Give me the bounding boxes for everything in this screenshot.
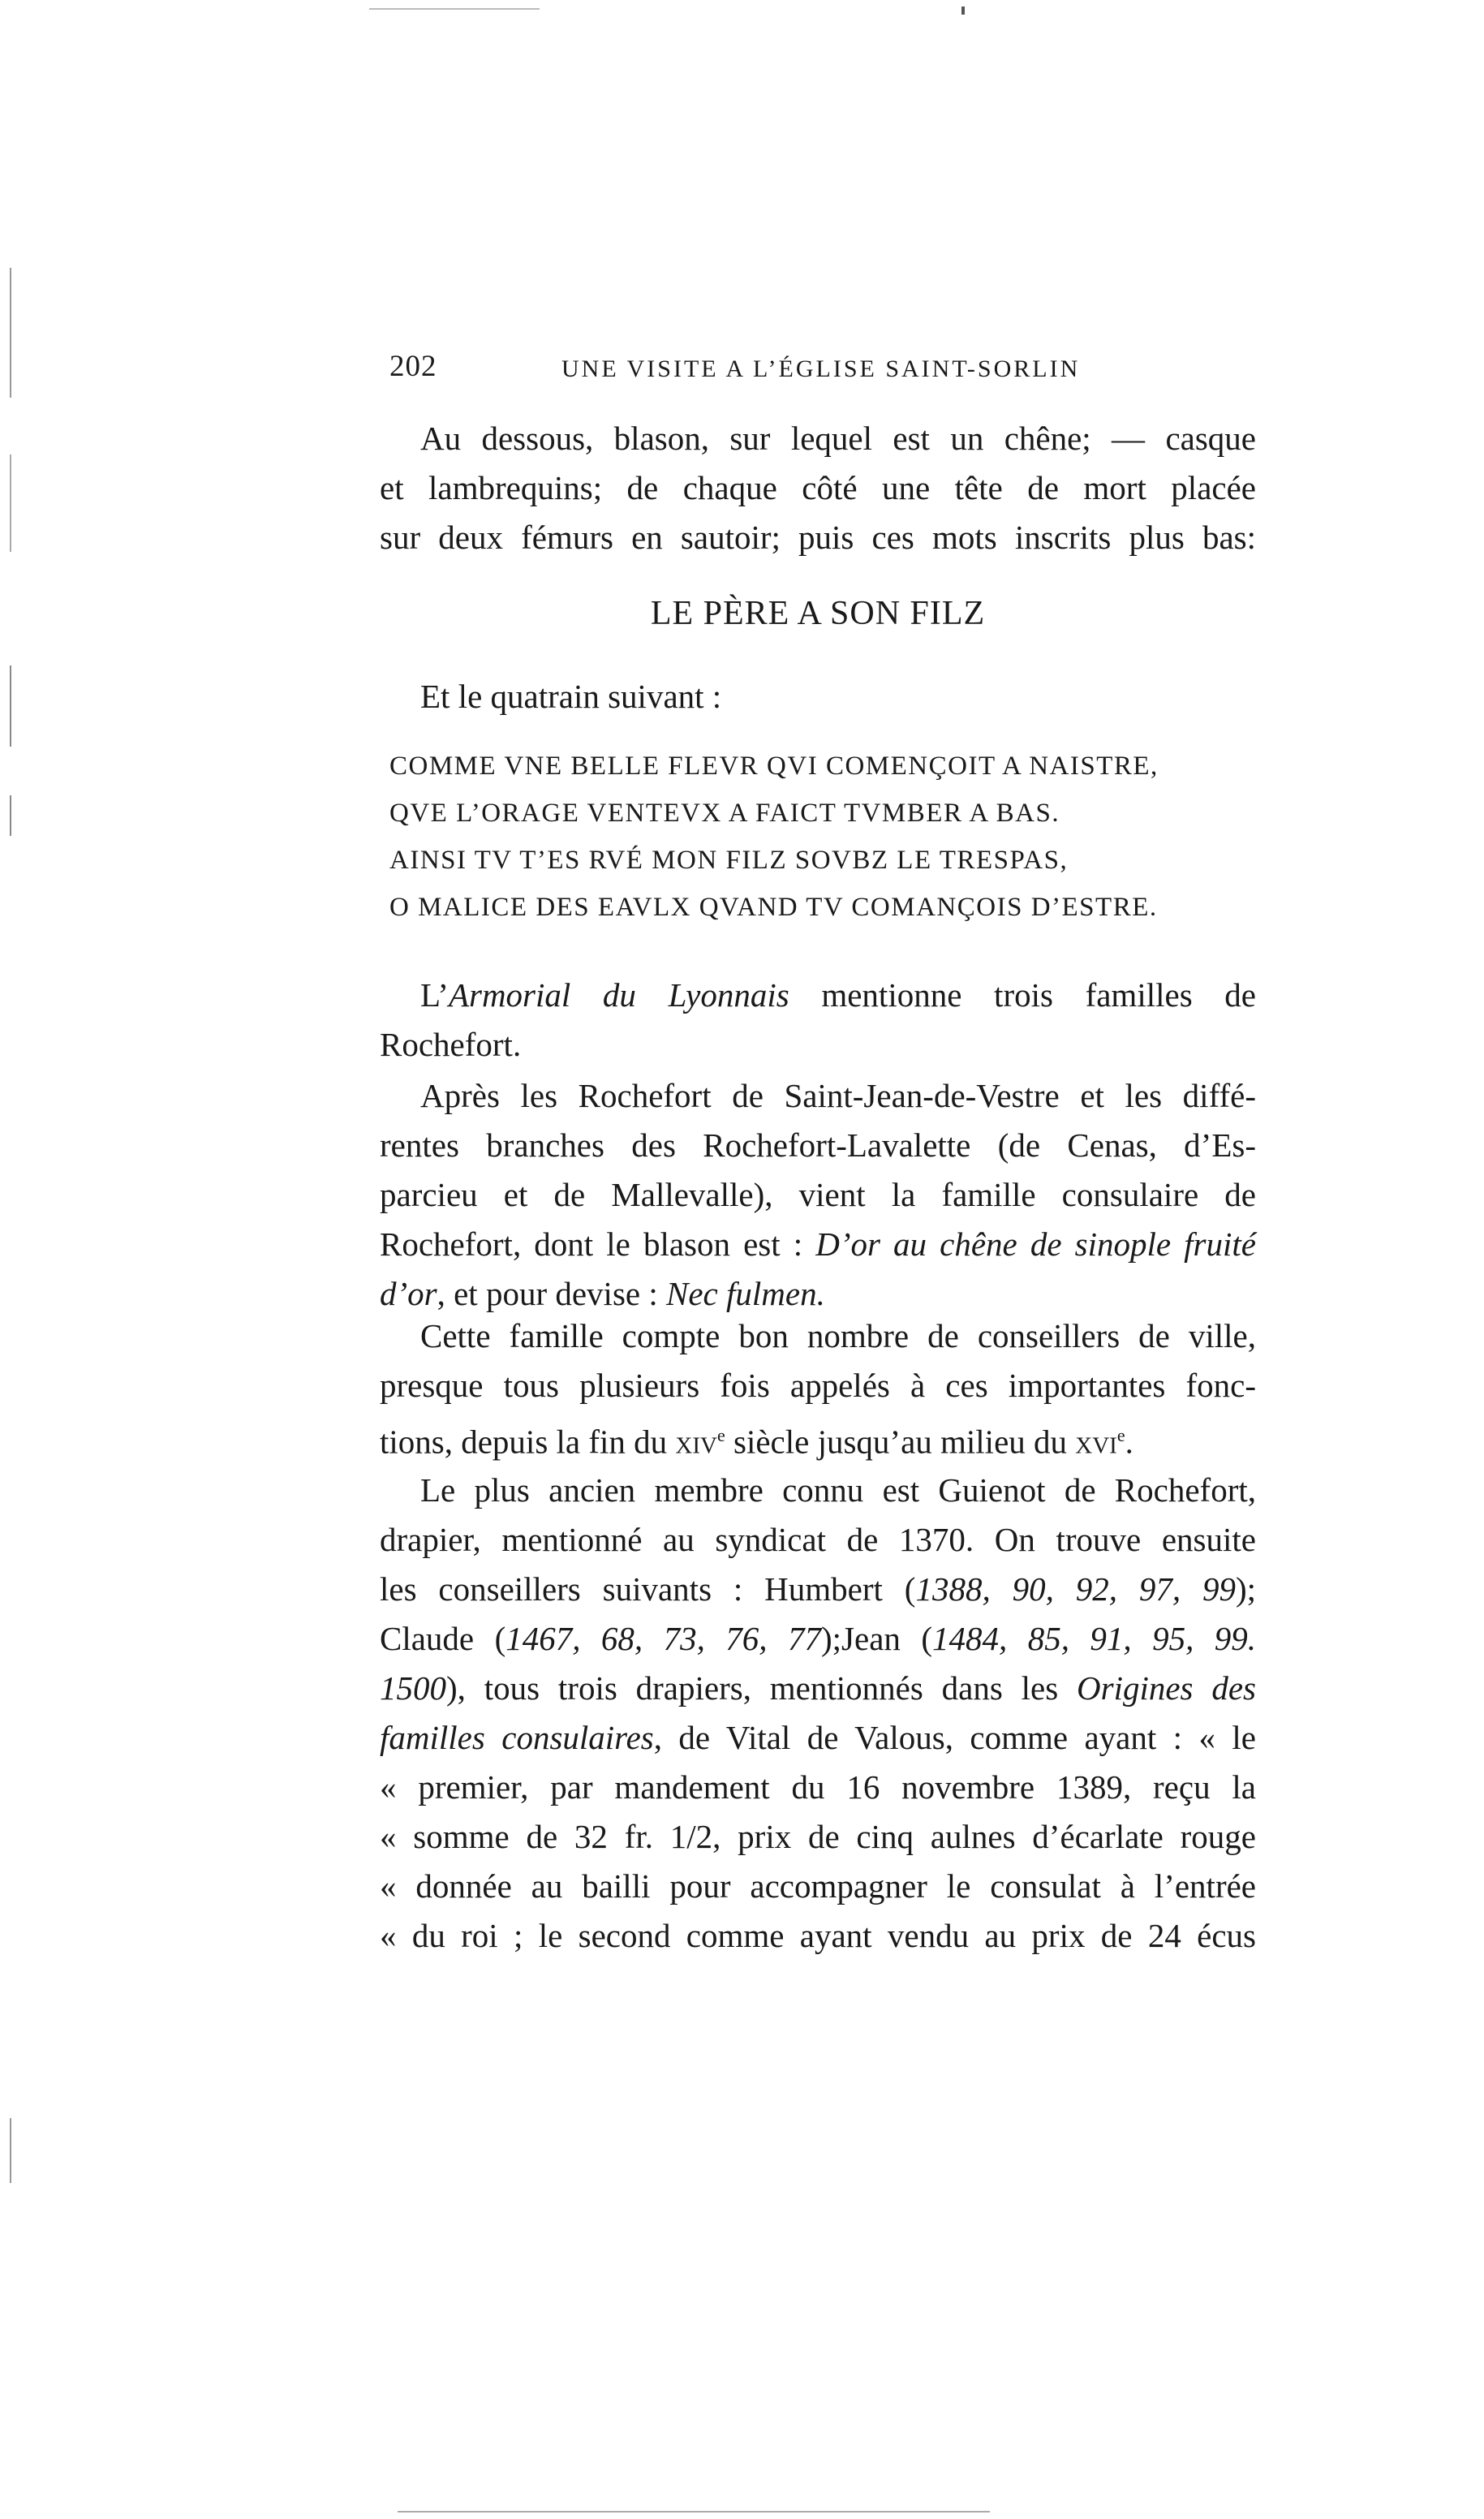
years-list: 1467, 68, 73, 76, 77 bbox=[505, 1620, 821, 1657]
text-line: sur deux fémurs en sautoir; puis ces mots inscrits plus bas: bbox=[380, 519, 1256, 556]
text-line: parcieu et de Mallevalle), vient la famille consulaire de bbox=[380, 1176, 1256, 1213]
century-numeral: xvi bbox=[1075, 1423, 1117, 1461]
text-line bbox=[380, 1713, 1256, 1763]
book-title: Origines des bbox=[1077, 1669, 1256, 1707]
text-line: « somme de 32 fr. 1/2, prix de cinq aulnes d’écarlate rouge bbox=[380, 1818, 1256, 1855]
text-line: et lambrequins; de chaque côté une tête de mort placée bbox=[380, 469, 1256, 506]
scan-mark-left bbox=[10, 665, 11, 747]
text-line bbox=[380, 1664, 1256, 1713]
paragraph-conseillers bbox=[380, 1311, 1256, 1467]
text-line: « du roi ; le second comme ayant vendu au prix de 24 écus bbox=[380, 1917, 1256, 1954]
text-run: L’ bbox=[420, 976, 449, 1014]
scan-mark-left bbox=[10, 795, 11, 836]
text-line: Cette famille compte bon nombre de conseillers de ville, bbox=[420, 1317, 1256, 1354]
scan-mark-top bbox=[961, 6, 965, 15]
text-line: Au dessous, blason, sur lequel est un chêne; — casque bbox=[420, 420, 1256, 457]
text-line: presque tous plusieurs fois appelés à ces importantes fonc- bbox=[380, 1367, 1256, 1404]
text-run: Rochefort, dont le blason est : bbox=[380, 1225, 816, 1263]
scan-mark-left bbox=[10, 454, 11, 552]
text-line: drapier, mentionné au syndicat de 1370. On trouve ensuite bbox=[380, 1521, 1256, 1558]
scan-mark-left bbox=[10, 268, 11, 398]
text-line: Le plus ancien membre connu est Guienot de Rochefort, bbox=[420, 1471, 1256, 1509]
scan-mark-bottom bbox=[398, 2511, 990, 2513]
superscript: e bbox=[716, 1425, 725, 1445]
blazon-text: d’or bbox=[380, 1275, 437, 1312]
text-run: mentionne trois familles de bbox=[789, 976, 1256, 1014]
quatrain bbox=[389, 743, 1266, 931]
scan-mark-left bbox=[10, 2118, 11, 2183]
paragraph-guienot bbox=[380, 1466, 1256, 1961]
text-run: tions, depuis la fin du bbox=[380, 1423, 676, 1461]
text-line: Rochefort. bbox=[380, 1026, 522, 1063]
text-line: Et le quatrain suivant : bbox=[420, 678, 722, 715]
text-line: « donnée au bailli pour accompagner le consulat à l’entrée bbox=[380, 1867, 1256, 1905]
text-run: Claude ( bbox=[380, 1620, 506, 1657]
text-line bbox=[380, 1565, 1256, 1614]
superscript: e bbox=[1116, 1425, 1125, 1445]
text-line: rentes branches des Rochefort-Lavalette (de Cenas, d’Es- bbox=[380, 1126, 1256, 1164]
text-run: );Jean ( bbox=[821, 1620, 932, 1657]
text-line: « premier, par mandement du 16 novembre 1389, reçu la bbox=[380, 1768, 1256, 1806]
page-header bbox=[389, 349, 1103, 390]
paragraph-branches bbox=[380, 1071, 1256, 1319]
quatrain-intro bbox=[380, 672, 1256, 721]
text-run: siècle jusqu’au milieu du bbox=[725, 1423, 1076, 1461]
motto-text: Nec fulmen. bbox=[666, 1275, 825, 1312]
years-list: 1500 bbox=[380, 1669, 446, 1707]
inscription-title: LE PÈRE A SON FILZ bbox=[650, 595, 986, 632]
text-run: ), tous trois drapiers, mentionnés dans les bbox=[446, 1669, 1077, 1707]
text-line bbox=[380, 1614, 1256, 1664]
scan-mark-top bbox=[369, 8, 540, 10]
blazon-text: D’or au chêne de sinople fruité bbox=[815, 1225, 1256, 1263]
quatrain-line: O MALICE DES EAVLX QVAND TV COMANÇOIS D’ESTRE. bbox=[389, 893, 1158, 922]
text-line bbox=[380, 1410, 1256, 1467]
quatrain-line: AINSI TV T’ES RVÉ MON FILZ SOVBZ LE TRESPAS, bbox=[389, 846, 1069, 875]
century-numeral: xiv bbox=[675, 1423, 717, 1461]
paragraph-armorial bbox=[380, 971, 1256, 1070]
text-run: ); bbox=[1235, 1570, 1256, 1608]
page-number: 202 bbox=[389, 350, 437, 383]
years-list: 1388, 90, 92, 97, 99 bbox=[915, 1570, 1236, 1608]
text-run: les conseillers suivants : Humbert ( bbox=[380, 1570, 916, 1608]
text-run: , de Vital de Valous, comme ayant : « le bbox=[653, 1719, 1256, 1756]
text-line: Après les Rochefort de Saint-Jean-de-Vestre et les diffé- bbox=[420, 1077, 1256, 1114]
book-title: Armorial du Lyonnais bbox=[448, 976, 789, 1014]
text-run: . bbox=[1125, 1423, 1133, 1461]
quatrain-line: QVE L’ORAGE VENTEVX A FAICT TVMBER A BAS. bbox=[389, 799, 1060, 828]
running-title: UNE VISITE A L’ÉGLISE SAINT-SORLIN bbox=[561, 355, 1081, 382]
book-title: familles consulaires bbox=[380, 1719, 654, 1756]
quatrain-line: COMME VNE BELLE FLEVR QVI COMENÇOIT A NAISTRE, bbox=[389, 751, 1159, 781]
text-line bbox=[380, 971, 1256, 1020]
text-run: , et pour devise : bbox=[437, 1275, 666, 1312]
years-list: 1484, 85, 91, 95, 99. bbox=[932, 1620, 1257, 1657]
paragraph-blason bbox=[380, 414, 1256, 562]
text-line bbox=[380, 1220, 1256, 1269]
